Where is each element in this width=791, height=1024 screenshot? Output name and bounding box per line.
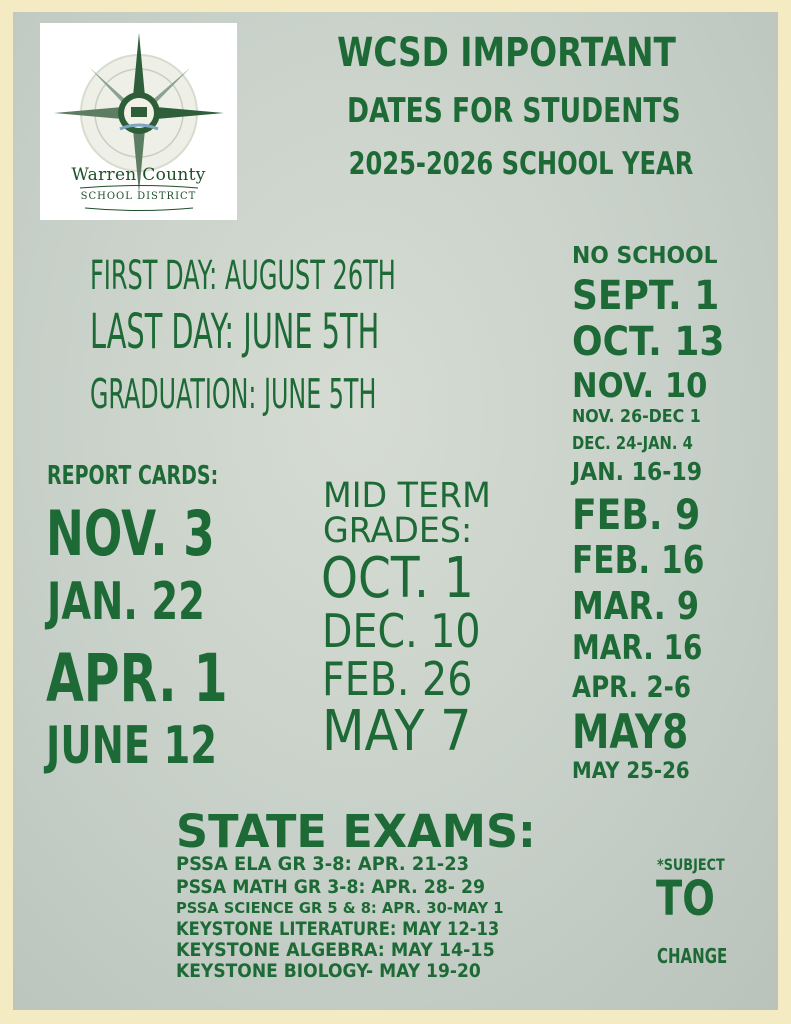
report-card-date: JUNE 12 [46,716,218,776]
mid-term-date: MAY 7 [322,699,472,764]
mid-term-heading-2: GRADES: [323,511,473,551]
no-school-date: MAR. 16 [572,628,703,668]
report-cards-heading: REPORT CARDS: [47,461,219,491]
state-exam-item: KEYSTONE BIOLOGY- MAY 19-20 [176,960,481,982]
report-card-date: NOV. 3 [46,497,215,570]
state-exam-item: KEYSTONE LITERATURE: MAY 12-13 [176,918,500,940]
state-exam-item: KEYSTONE ALGEBRA: MAY 14-15 [176,939,495,961]
report-card-date: JAN. 22 [47,572,205,632]
first-day-line: FIRST DAY: AUGUST 26TH [90,253,396,299]
state-exams-heading: STATE EXAMS: [176,805,536,858]
disclaimer-line-1: *SUBJECT [657,855,725,874]
last-day-line: LAST DAY: JUNE 5TH [90,304,380,360]
report-card-date: APR. 1 [46,640,228,717]
title-line-2: DATES FOR STUDENTS [347,91,681,131]
mid-term-date: OCT. 1 [321,546,474,611]
logo-subtitle: SCHOOL DISTRICT [80,191,197,202]
disclaimer-line-2: TO [656,871,715,927]
district-logo [40,23,237,220]
disclaimer-line-3: CHANGE [657,944,728,968]
state-exam-item: PSSA SCIENCE GR 5 & 8: APR. 30-MAY 1 [176,899,504,917]
title-line-3: 2025-2026 SCHOOL YEAR [348,146,694,182]
mid-term-date: FEB. 26 [322,652,473,706]
no-school-date: MAR. 9 [572,584,700,628]
no-school-date: FEB. 9 [572,490,701,539]
mid-term-heading-1: MID TERM [323,476,491,516]
no-school-date: MAY 25-26 [572,759,690,784]
no-school-date: JAN. 16-19 [572,457,703,486]
no-school-date: NOV. 26-DEC 1 [572,406,701,427]
no-school-date: OCT. 13 [572,319,725,365]
no-school-date: FEB. 16 [572,538,705,582]
no-school-date: DEC. 24-JAN. 4 [572,433,693,454]
no-school-date: NOV. 10 [572,366,708,406]
logo-name: Warren County [71,165,206,185]
title-line-1: WCSD IMPORTANT [337,30,676,76]
no-school-date: APR. 2-6 [572,670,692,704]
no-school-date: SEPT. 1 [572,273,720,319]
state-exam-item: PSSA MATH GR 3-8: APR. 28- 29 [176,876,486,898]
no-school-date: MAY8 [572,705,689,760]
no-school-heading: NO SCHOOL [572,243,718,269]
state-exam-item: PSSA ELA GR 3-8: APR. 21-23 [176,853,470,875]
mid-term-date: DEC. 10 [322,604,481,658]
graduation-line: GRADUATION: JUNE 5TH [90,370,377,418]
